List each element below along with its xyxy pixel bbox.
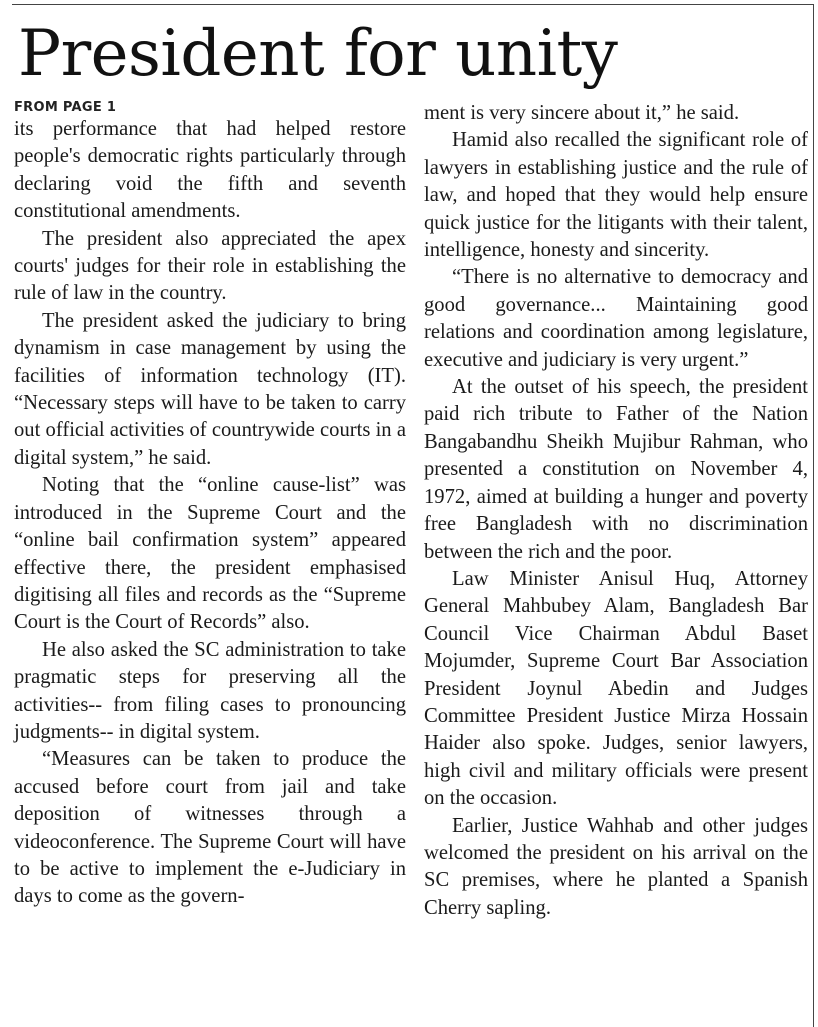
paragraph: Hamid also recalled the significant role of lawyers in establishing justice and the rule of law, and hoped that they would help ensure quick justice for the litigants with their talent, intelligence, honesty and sincerity. (424, 129, 808, 262)
paragraph: At the outset of his speech, the president paid rich tribute to Father of the Nation Bangabandhu Sheikh Mujibur Rahman, who presented a constitution on November 4, 1972, aimed at building a hunger and poverty free Bangladesh with no discrimination between the rich and the poor. (424, 376, 808, 563)
paragraph: “Measures can be taken to produce the accused before court from jail and take deposition of witnesses through a videoconference. The Supreme Court will have to be active to implement the e-Judiciary in days to come as the govern- (14, 748, 406, 908)
left-column (14, 100, 406, 911)
right-rule (813, 4, 814, 1027)
paragraph: “There is no alternative to democracy and good governance... Maintaining good relations and coordination among legislature, executive and judiciary is very urgent.” (424, 266, 808, 371)
paragraph: The president also appreciated the apex courts' judges for their role in establishing the rule of law in the country. (14, 227, 406, 305)
paragraph: Earlier, Justice Wahhab and other judges welcomed the president on his arrival on the SC premises, where he planted a Spanish Cherry sapling. (424, 814, 808, 919)
paragraph: Law Minister Anisul Huq, Attorney General Mahbubey Alam, Bangladesh Bar Council Vice Chairman Abdul Baset Mojumder, Supreme Court Bar Association President Joynul Abedin and Judges Committee President Justice Mirza Hossain Haider also spoke. Judges, senior lawyers, high civil and military officials were present on the occasion. (424, 567, 808, 810)
kicker: FROM PAGE 1 (14, 100, 117, 115)
paragraph: ment is very sincere about it,” he said. (424, 102, 740, 124)
paragraph: its performance that had helped restore people's democratic rights particularly through declaring void the fifth and seventh constitutional amendments. (14, 118, 406, 223)
right-column (424, 100, 808, 922)
headline: President for unity (18, 17, 618, 91)
paragraph: Noting that the “online cause-list” was introduced in the Supreme Court and the “online bail confirmation system” appeared effective there, the president emphasised digitising all files and records as the “Supreme Court is the Court of Records” also. (14, 474, 406, 634)
top-rule (12, 4, 814, 5)
paragraph: The president asked the judiciary to bring dynamism in case management by using the facilities of information technology (IT). “Necessary steps will have to be taken to carry out official activities of countrywide courts in a digital system,” he said. (14, 309, 406, 469)
paragraph: He also asked the SC administration to take pragmatic steps for preserving all the activities-- from filing cases to pronouncing judgments-- in digital system. (14, 638, 406, 743)
